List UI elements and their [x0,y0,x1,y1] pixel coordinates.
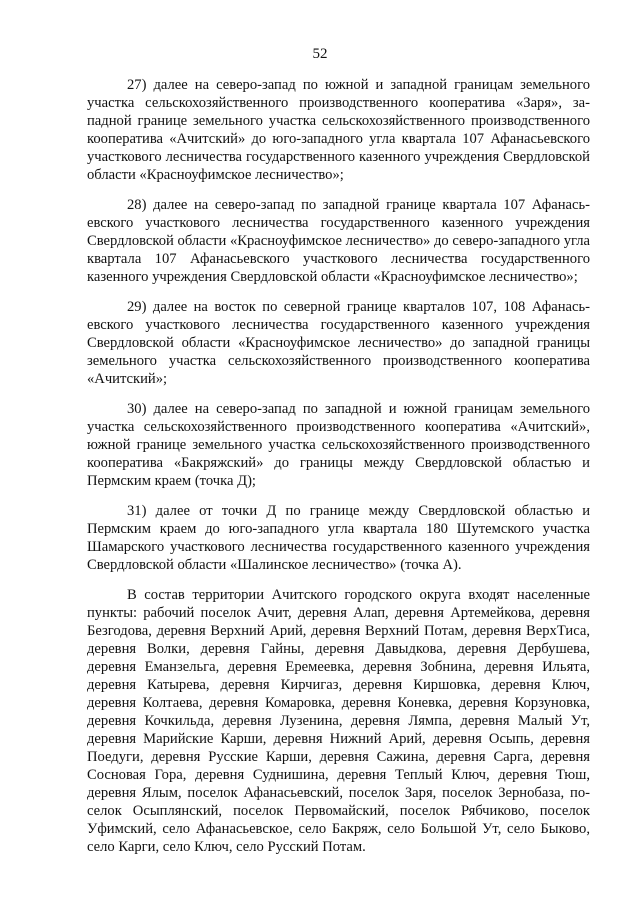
document-body [87,76,590,856]
paragraph-item-28: 28) далее на северо-запад по западной границе квартала 107 Афанасьевского участкового лесничества государственного казенного учреждения Свердловской области «Красноуфимское лесничество» до северо-западного угла квартала 107 Афанасьевского участкового лесничества государственного казенного учреждения Свердловской области «Красноуфимское лесничество»; [87,197,590,285]
page-number: 52 [312,46,328,62]
paragraph-item-30: 30) далее на северо-запад по западной и южной границам земельного участка сельскохозяйственного производственного кооператива «Ачитский», южной границе земельного участка сельскохозяйственного производственного кооператива «Бакряжский» до границы между Свердловской областью и Пермским краем (точка Д); [87,401,590,489]
paragraph-item-29: 29) далее на восток по северной границе кварталов 107, 108 Афанасьевского участкового лесничества государственного казенного учреждения Свердловской области «Красноуфимское лесничество» до западной границы земельного участка сельскохозяйственного производственного кооператива «Ачитский»; [87,299,590,387]
paragraph-item-27: 27) далее на северо-запад по южной и западной границам земельного участка сельскохозяйственного производственного кооператива «Заря», западной границе земельного участка сельскохозяйственного производственного кооператива «Ачитский» до юго-западного угла квартала 107 Афанасьевского участкового лесничества государственного казенного учреждения Свердловской области «Красноуфимское лесничество»; [87,77,590,183]
paragraph-item-31: 31) далее от точки Д по границе между Свердловской областью и Пермским краем до юго-западного угла квартала 180 Шутемского участка Шамарского участкового лесничества государственного казенного учреждения Свердловской области «Шалинское лесничество» (точка А). [87,503,590,573]
paragraph-settlements: В состав территории Ачитского городского округа входят населенные пункты: рабочий поселок Ачит, деревня Алап, деревня Артемейкова, деревня Безгодова, деревня Верхний Арий, деревня Верхний Потам, деревня ВерхТиса, деревня Волки, деревня Гайны, деревня Давыдкова, деревня Дербушева, деревня Еманзельга, деревня Еремеевка, деревня Зобнина, деревня Ильята, деревня Катырева, деревня Кирчигаз, деревня Киршовка, деревня Ключ, деревня Колтаева, деревня Комаровка, деревня Коневка, деревня Корзуновка, деревня Кочкильда, деревня Лузенина, деревня Лямпа, деревня Малый Ут, деревня Марийские Карши, деревня Нижний Арий, деревня Осыпь, деревня Поедуги, деревня Русские Карши, деревня Сажина, деревня Сарга, деревня Сосновая Гора, деревня Суднишина, деревня Теплый Ключ, деревня Тюш, деревня Ялым, поселок Афанасьевский, поселок Заря, поселок Зернобаза, поселок Осыплянский, поселок Первомайский, поселок Рябчиково, поселок Уфимский, село Афанасьевское, село Бакряж, село Большой Ут, село Быково, село Карги, село Ключ, село Русский Потам. [87,587,590,855]
